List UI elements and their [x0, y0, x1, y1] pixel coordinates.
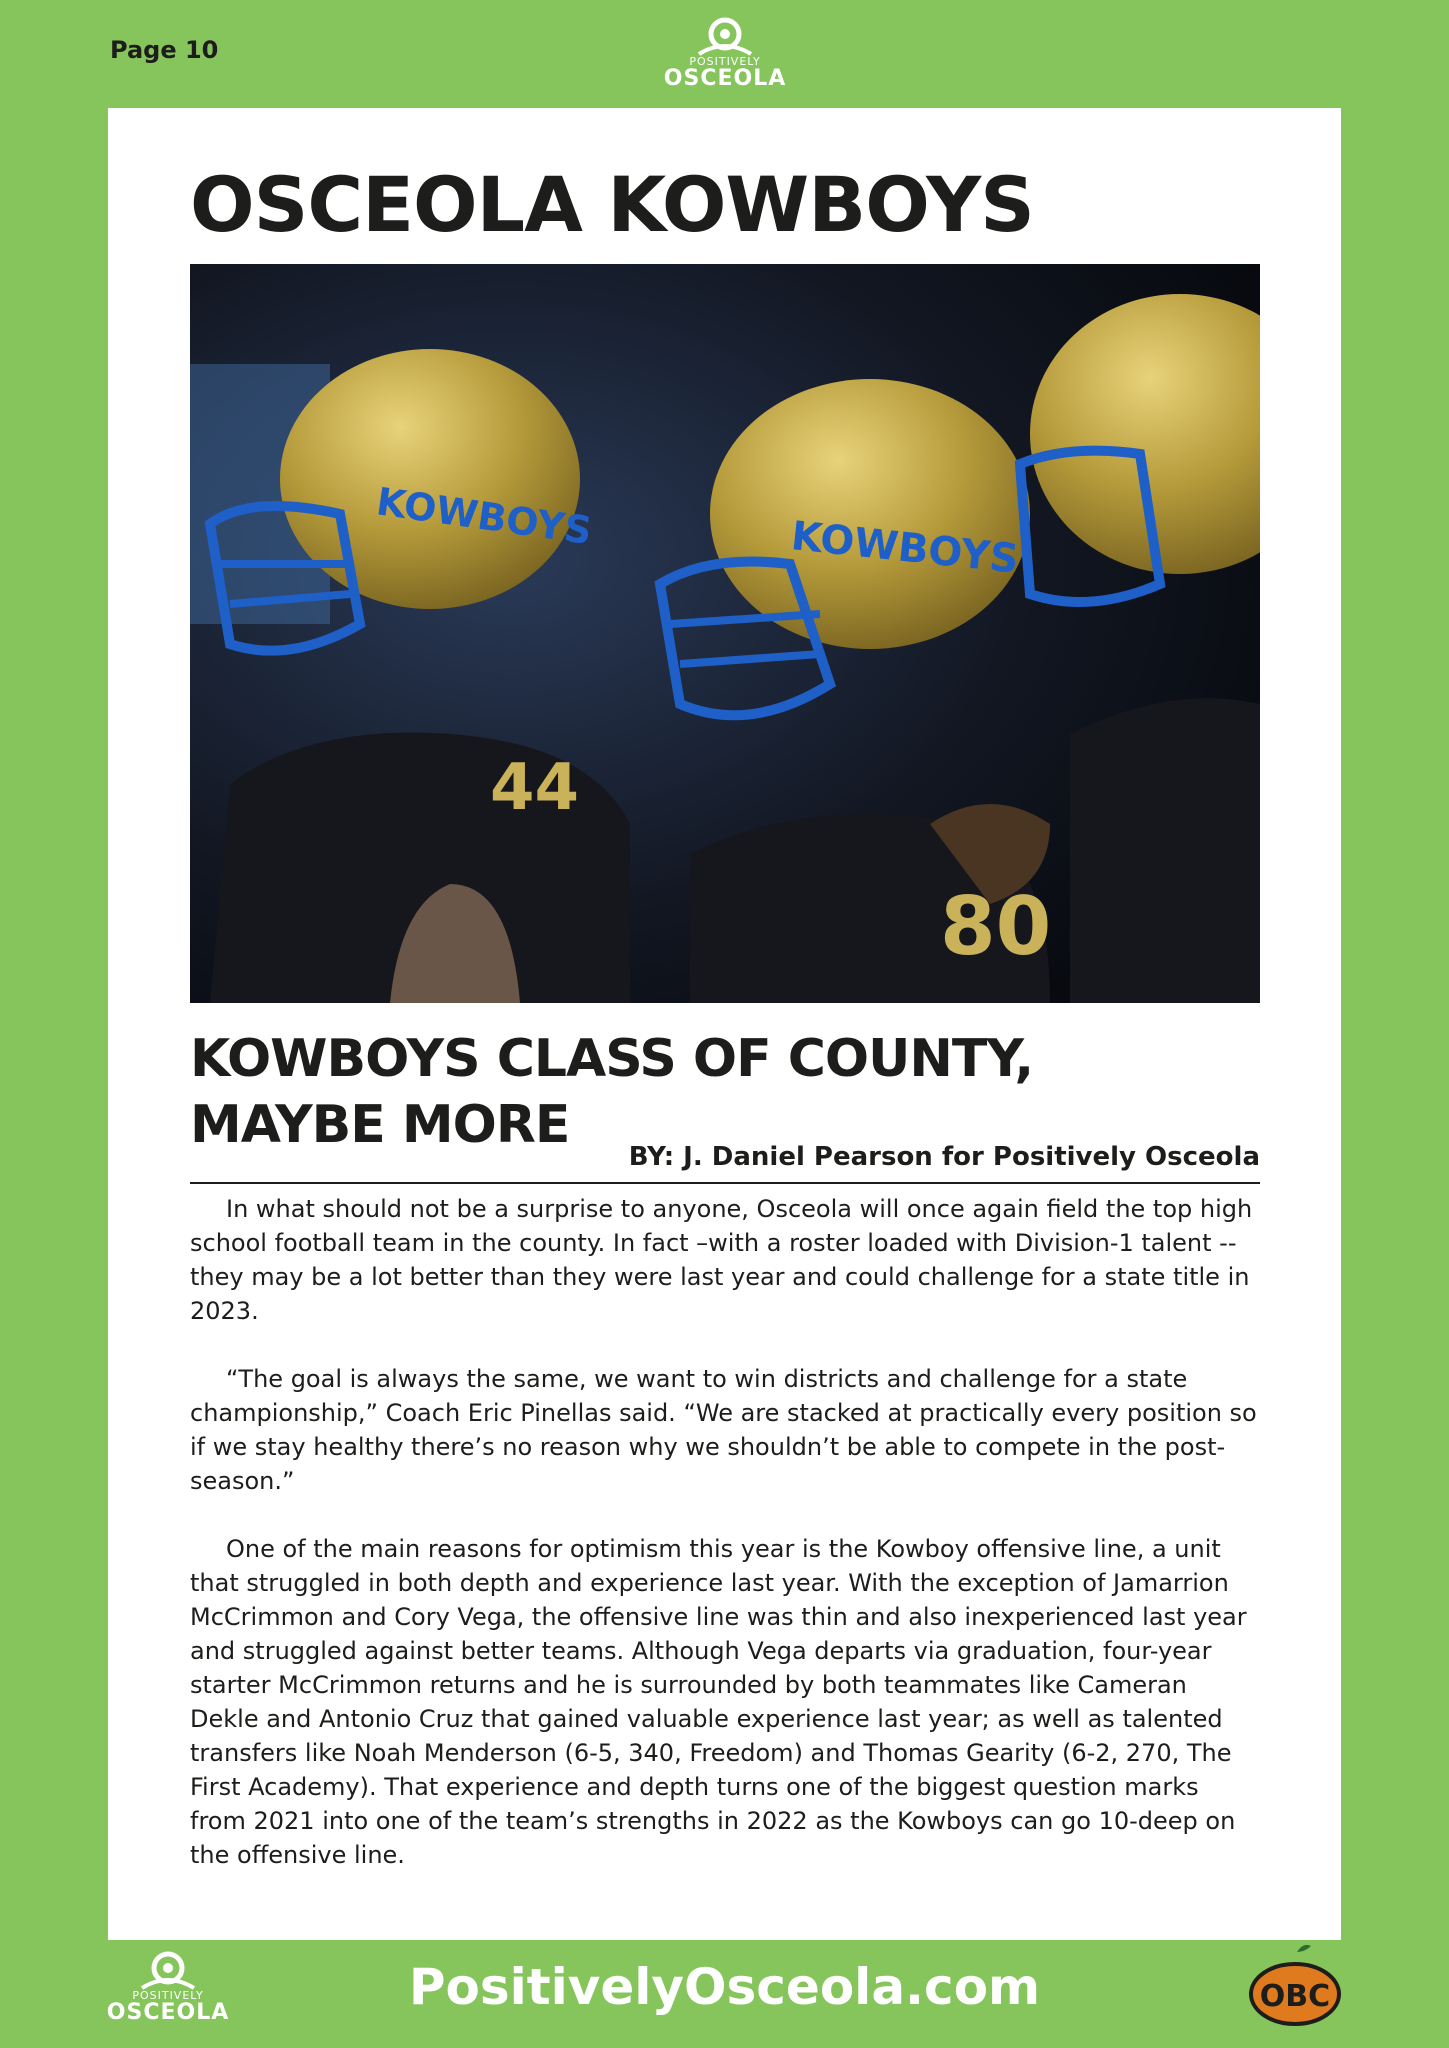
football-players-photo [190, 264, 1260, 1003]
positively-osceola-logo [655, 16, 795, 90]
footer-website-link[interactable]: PositivelyOsceola.com [408, 1958, 1041, 2016]
divider [190, 1182, 1260, 1184]
page-number: Page 10 [110, 36, 219, 64]
logo-sun-icon [695, 16, 755, 56]
paragraph: “The goal is always the same, we want to win districts and challenge for a state championship,” Coach Eric Pinellas said. “We are stacked at practically every position so if we stay healthy there’s no reason why we shouldn’t be able to compete in the post-season.” [190, 1365, 1257, 1495]
paragraph: One of the main reasons for optimism this year is the Kowboy offensive line, a unit that struggled in both depth and experience last year. With the exception of Jamarrion McCrimmon and Cory Vega, the offensive line was thin and also inexperienced last year and struggled against better teams. Although Vega departs via graduation, four-year starter McCrimmon returns and he is surrounded by both teammates like Cameran Dekle and Antonio Cruz that gained valuable experience last year; as well as talented transfers like Noah Menderson (6-5, 340, Freedom) and Thomas Gearity (6-2, 270, The First Academy). That experience and depth turns one of the biggest question marks from 2021 into one of the team’s strengths in 2022 as the Kowboys can go 10-deep on the offensive line. [190, 1535, 1247, 1869]
svg-text:OBC: OBC [1259, 1979, 1331, 2014]
paragraph: In what should not be a surprise to anyone, Osceola will once again field the top high school football team in the county. In fact –with a roster loaded with Division-1 talent -- they may be a lot better than they were last year and could challenge for a state title in 2023. [190, 1195, 1253, 1325]
article-headline: OSCEOLA KOWBOYS [190, 160, 1034, 249]
svg-text:KOWBOYS: KOWBOYS [788, 513, 1021, 583]
article-byline: BY: J. Daniel Pearson for Positively Osceola [628, 1142, 1260, 1172]
jersey-number-right: 80 [940, 880, 1052, 973]
logo-wordmark: OSCEOLA [106, 2000, 230, 2025]
logo-tagline: POSITIVELY [132, 1989, 204, 2002]
jersey-number-left: 44 [490, 751, 580, 825]
logo-wordmark: OSCEOLA [663, 66, 787, 91]
article-panel [108, 108, 1341, 1940]
logo-tagline: POSITIVELY [689, 55, 761, 68]
article-body [190, 1192, 1260, 1906]
obc-partner-logo [1245, 1940, 1345, 2030]
article-subhead: KOWBOYS CLASS OF COUNTY, MAYBE MORE [190, 1029, 1034, 1155]
svg-text:KOWBOYS: KOWBOYS [373, 479, 595, 554]
